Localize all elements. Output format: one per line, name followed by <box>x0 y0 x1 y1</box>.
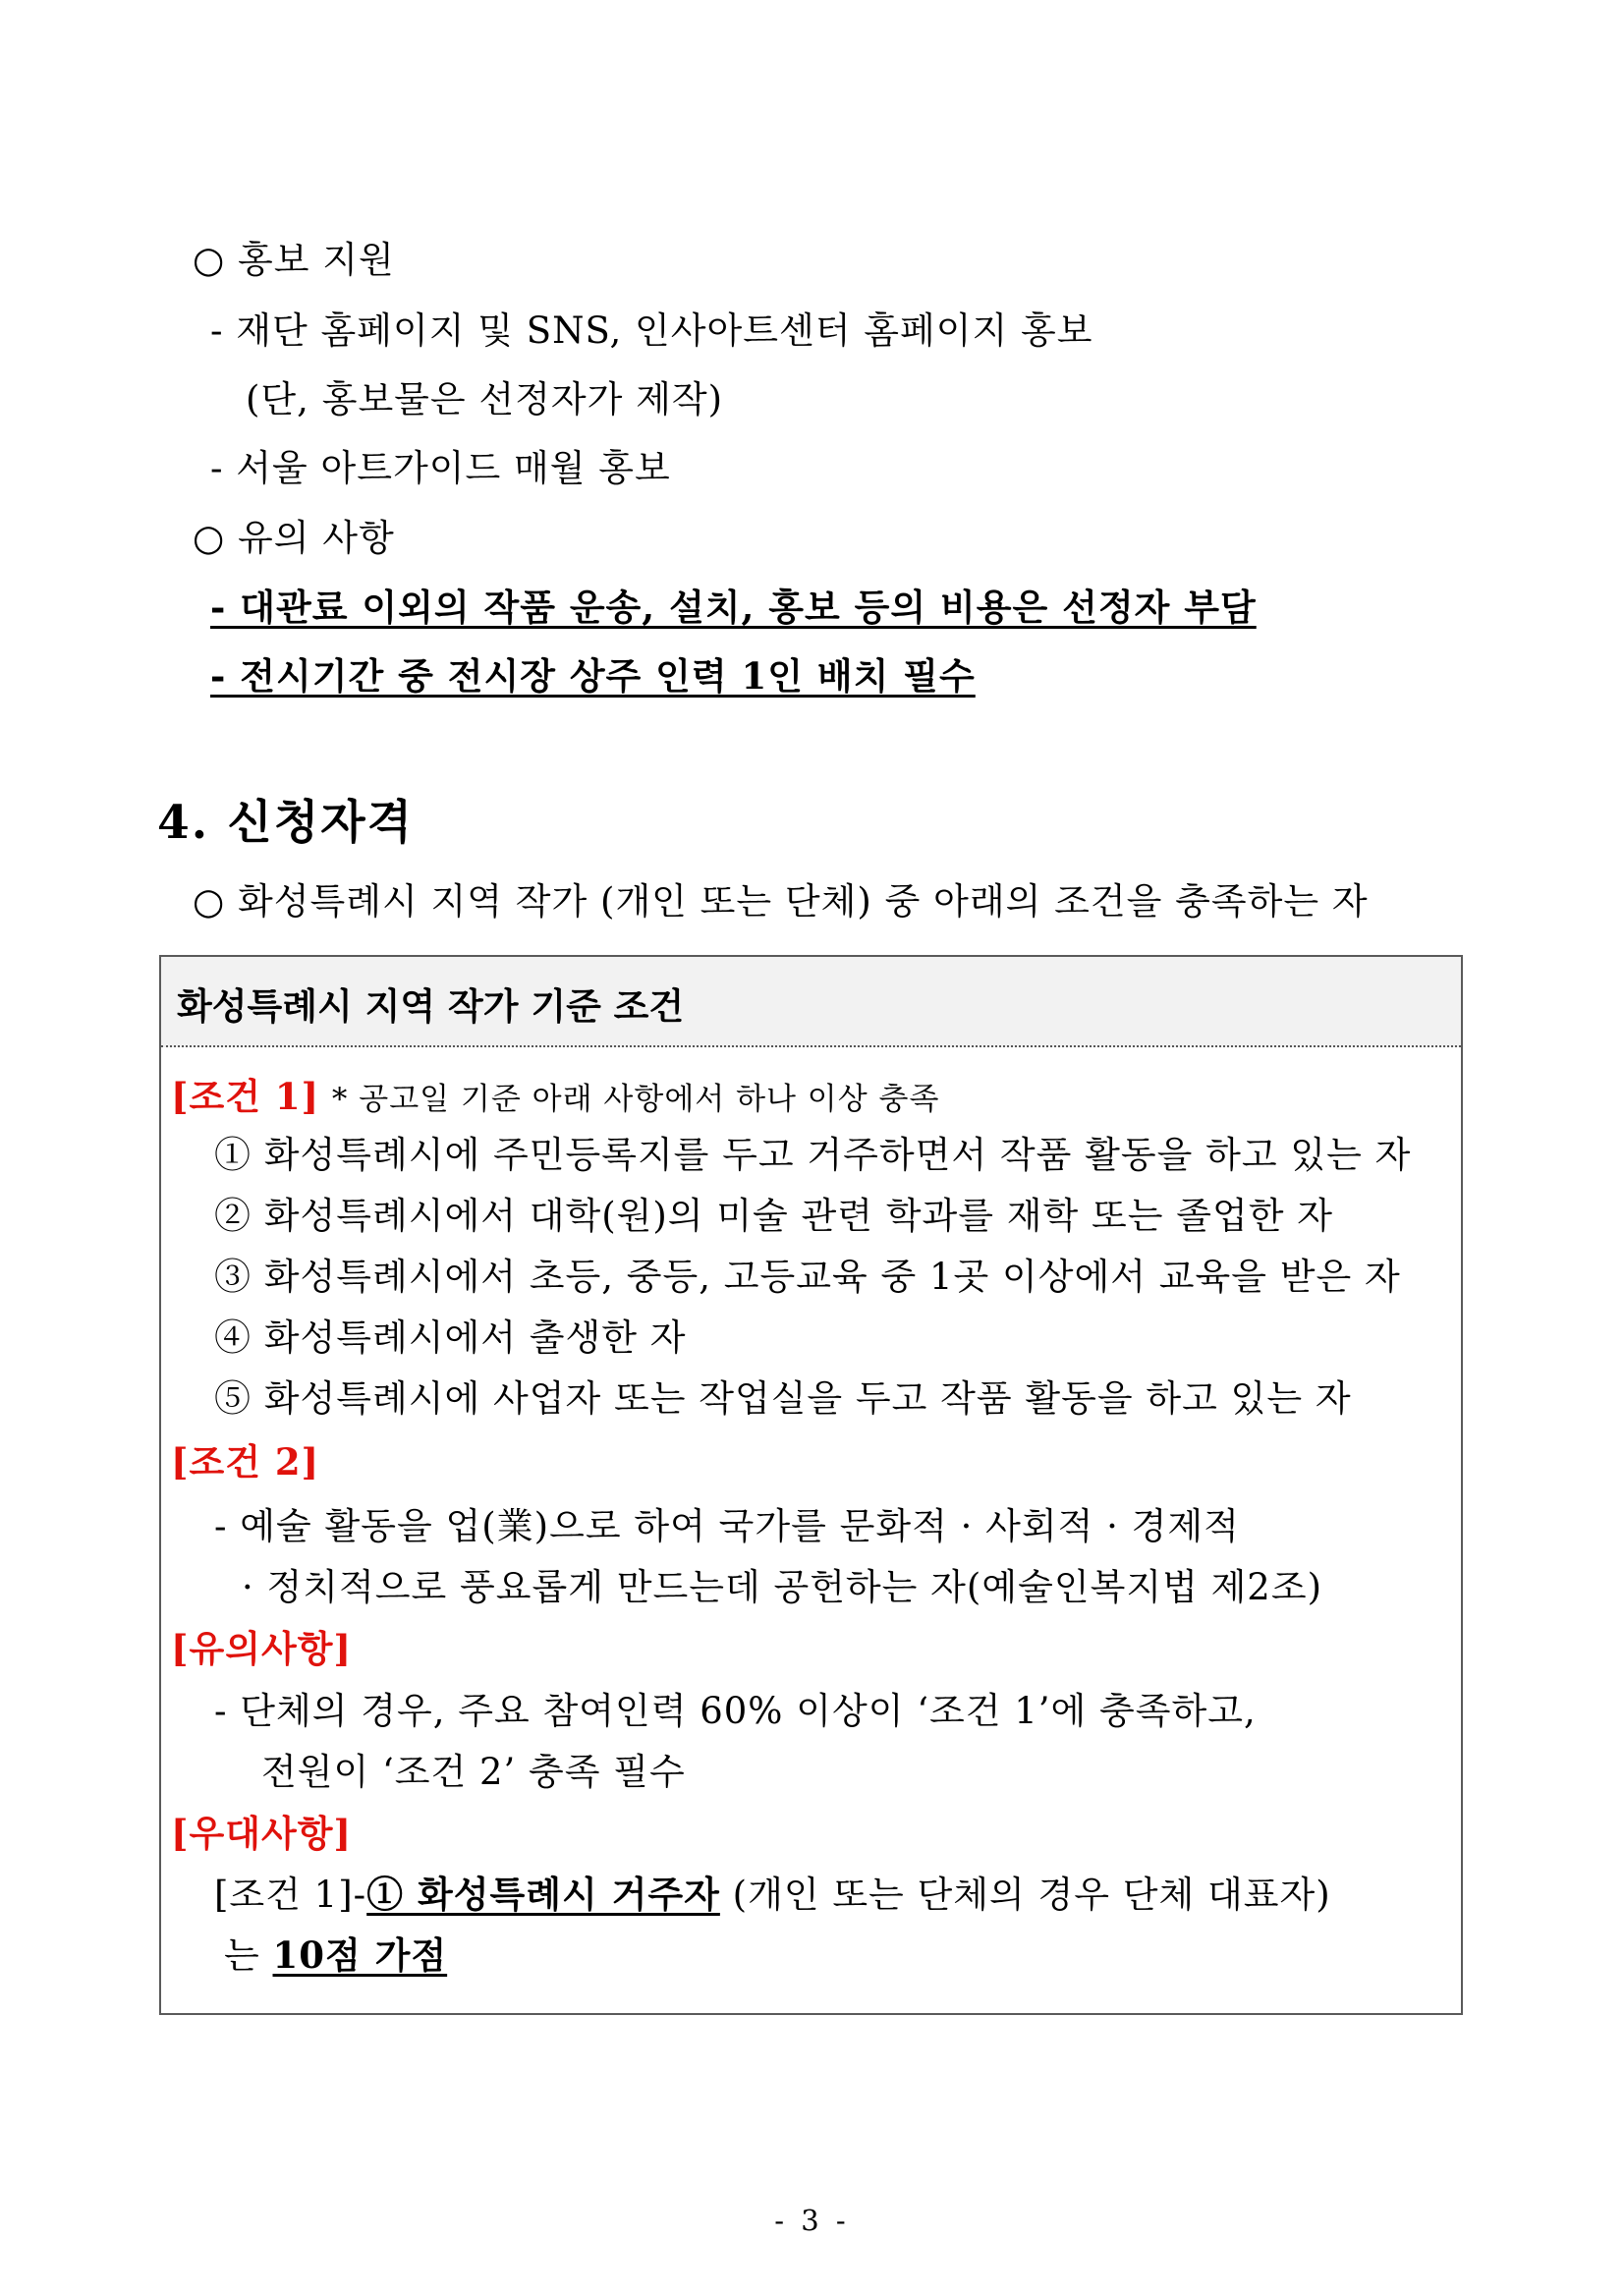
criteria-box <box>159 955 1463 2015</box>
promo-support-line: - 재단 홈페이지 및 SNS, 인사아트센터 홈페이지 홍보 <box>210 309 1093 352</box>
preference-line <box>224 1932 447 1980</box>
condition-2-label: [조건 2] <box>171 1440 320 1484</box>
promo-support-line: (단, 홍보물은 선정자가 제작) <box>246 378 724 420</box>
criteria-box-title: 화성특례시 지역 작가 기준 조건 <box>177 984 685 1028</box>
condition-1-item: ④ 화성특례시에서 출생한 자 <box>214 1316 687 1359</box>
page-number: - 3 - <box>774 2204 850 2237</box>
condition-1-item: ⑤ 화성특례시에 사업자 또는 작업실을 두고 작품 활동을 하고 있는 자 <box>214 1377 1352 1420</box>
condition-1-label: [조건 1] <box>171 1075 320 1118</box>
preference-bonus: 10점 가점 <box>272 1933 448 1977</box>
preference-line2-prefix: 는 <box>224 1934 273 1977</box>
preference-line <box>214 1871 1331 1919</box>
condition-1-note: * 공고일 기준 아래 사항에서 하나 이상 충족 <box>331 1082 940 1117</box>
notes-header: ○ 유의 사항 <box>193 517 395 559</box>
condition-1-item: ① 화성특례시에 주민등록지를 두고 거주하면서 작품 활동을 하고 있는 자 <box>214 1134 1412 1176</box>
section-heading: 4. 신청자격 <box>157 796 415 850</box>
condition-2-line: · 정치적으로 풍요롭게 만드는데 공헌하는 자(예술인복지법 제2조) <box>242 1566 1323 1608</box>
eligibility-intro: ○ 화성특례시 지역 작가 (개인 또는 단체) 중 아래의 조건을 충족하는 자 <box>193 880 1369 923</box>
preference-label: [우대사항] <box>171 1812 352 1855</box>
condition-1-item: ② 화성특례시에서 대학(원)의 미술 관련 학과를 재학 또는 졸업한 자 <box>214 1195 1334 1237</box>
criteria-box-header <box>161 957 1461 1047</box>
caution-line: 전원이 ‘조건 2’ 충족 필수 <box>261 1751 686 1793</box>
promo-support-line: - 서울 아트가이드 매월 홍보 <box>210 447 671 489</box>
notes-line-staff: - 전시기간 중 전시장 상주 인력 1인 배치 필수 <box>210 654 976 698</box>
condition-2-line: - 예술 활동을 업(業)으로 하여 국가를 문화적 · 사회적 · 경제적 <box>214 1505 1240 1547</box>
condition-1-item: ③ 화성특례시에서 초등, 중등, 고등교육 중 1곳 이상에서 교육을 받은 자 <box>214 1256 1401 1298</box>
caution-line: - 단체의 경우, 주요 참여인력 60% 이상이 ‘조건 1’에 충족하고, <box>214 1690 1257 1732</box>
condition-1-row <box>171 1073 939 1123</box>
promo-support-header: ○ 홍보 지원 <box>193 239 395 281</box>
preference-emphasis: ① 화성특례시 거주자 <box>366 1873 720 1916</box>
notes-line-cost: - 대관료 이외의 작품 운송, 설치, 홍보 등의 비용은 선정자 부담 <box>210 586 1257 629</box>
preference-suffix: (개인 또는 단체의 경우 단체 대표자) <box>719 1874 1331 1916</box>
caution-label: [유의사항] <box>171 1627 352 1670</box>
preference-prefix: [조건 1]- <box>214 1874 367 1916</box>
